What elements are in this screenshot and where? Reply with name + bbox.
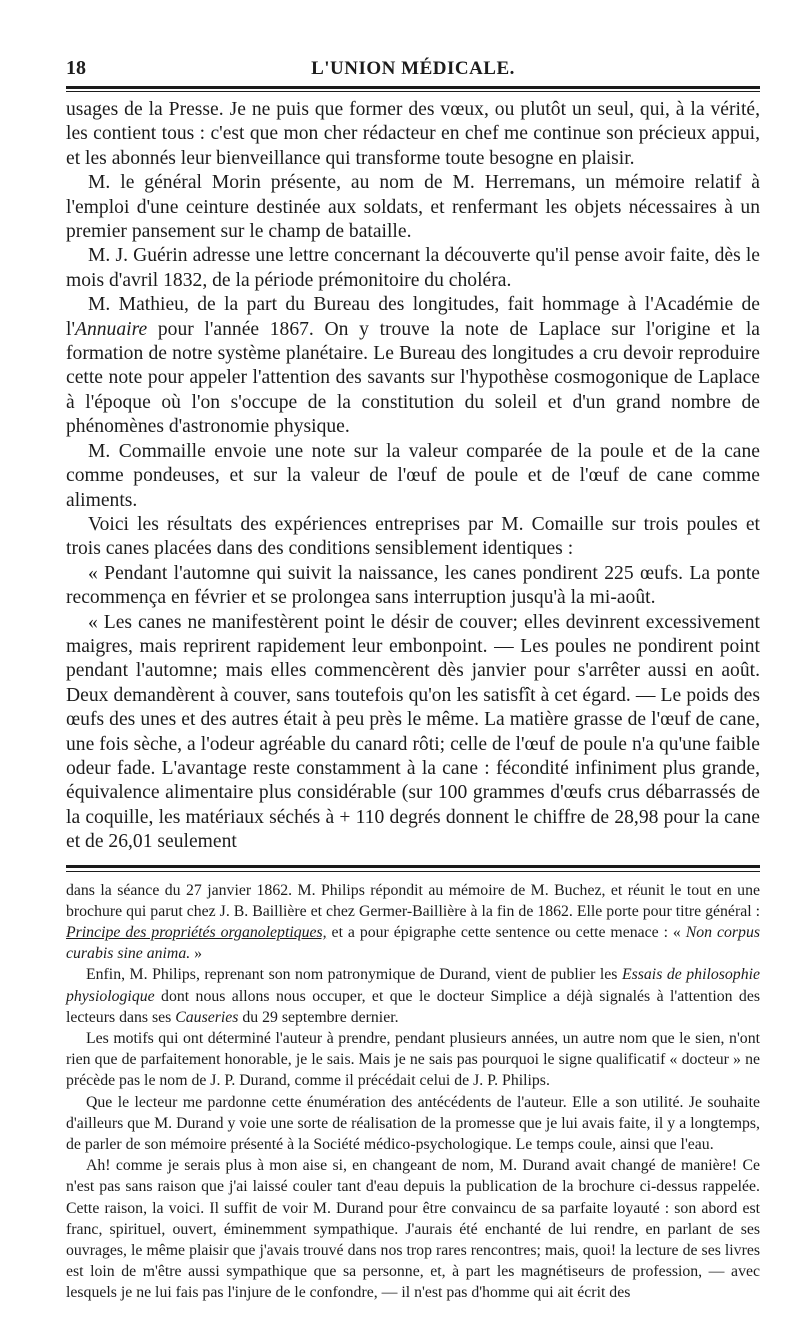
paragraph-guerin: M. J. Guérin adresse une lettre concernant la découverte qu'il pense avoir faite, dès le mois d'avril 1832, de la période prémonitoire du choléra.: [66, 245, 760, 291]
text-segment: »: [190, 945, 203, 963]
paragraph-mathieu: [66, 293, 760, 439]
feuilleton-paragraph-4: Que le lecteur me pardonne cette énumération des antécédents de l'auteur. Elle a son utilité. Je souhaite d'ailleurs que M. Durand y voie une sorte de réalisation de la promesse que je lui avais faite, il y a longtemps, de parler de son mémoire présenté à la Société médico-psychologique. Le temps coule, ainsi que l'eau.: [66, 1093, 760, 1154]
main-column: [66, 98, 760, 855]
brochure-title: Principe des propriétés organoleptiques,: [66, 924, 327, 941]
causeries-title: Causeries: [175, 1008, 239, 1026]
paragraph-presse: usages de la Presse. Je ne puis que former des vœux, ou plutôt un seul, qui, à la vérité, les contient tous : c'est que mon cher rédacteur en chef me continue son précieux appui, et les abonnés leur bienveillance qui transforme toute besogne en plaisir.: [66, 99, 760, 169]
annuaire-title: Annuaire: [74, 318, 148, 340]
feuilleton-divider: [66, 865, 760, 872]
text-segment: et a pour épigraphe cette sentence ou cette menace : «: [326, 924, 686, 941]
paragraph-quote-automne: « Pendant l'automne qui suivit la naissance, les canes pondirent 225 œufs. La ponte recommença en février et se prolongea sans interruption jusqu'à la mi-août.: [66, 562, 760, 609]
feuilleton-paragraph-5: Ah! comme je serais plus à mon aise si, en changeant de nom, M. Durand avait changé de manière! Ce n'est pas sans raison que j'ai laissé couler tant d'eau depuis la publication de la brochure ci-dessus rappelée. Cette raison, la voici. Il suffit de voir M. Durand pour être convaincu de sa parfaite loyauté : son abord est franc, spirituel, ouvert, éminemment sympathique. J'aurais été enchanté de lui rendre, en parlant de ses ouvrages, le même plaisir que j'avais trouvé dans nos trop rares rencontres; mais, quoi! la lecture de ses livres est loin de m'être aussi sympathique que sa personne, et, à part les magnétiseurs de profession, — avec lesquels je ne lui fais pas l'injure de le confondre, — il n'est pas d'homme qui ait écrit des: [66, 1157, 760, 1302]
text-segment: M. Mathieu, de la part du Bureau des longitudes, fait hommage à l'Académie de l': [66, 294, 760, 340]
page-header: [66, 46, 760, 89]
text-segment: dont nous allons nous occuper, et que le docteur Simplice a déjà signalés à l'attention des lecteurs dans ses: [66, 987, 760, 1026]
paragraph-quote-canes: « Les canes ne manifestèrent point le désir de couver; elles devinrent excessivement maigres, mais reprirent rapidement leur embonpoint. — Les poules ne pondirent point pendant l'automne; mais elles commencèrent dès janvier pour s'arrêter aussi en août. Deux demandèrent à couver, sans toutefois qu'on les satisfît à cet égard. — Le poids des œufs des unes et des autres était à peu près le même. La matière grasse de l'œuf de cane, une fois sèche, a l'odeur agréable du canard rôti; celle de l'œuf de poule n'a qu'une faible odeur fade. L'avantage reste constamment à la cane : fécondité infiniment plus grande, équivalence alimentaire plus considérable (sur 100 grammes d'œufs crus débarrassés de la coquille, les matériaux séchés à + 110 degrés donnent le chiffre de 28,98 pour la cane et de 26,01 seulement: [66, 611, 760, 853]
page-number: 18: [66, 57, 86, 79]
text-segment: du 29 septembre dernier.: [238, 1008, 399, 1026]
text-segment: pour l'année 1867. On y trouve la note de Laplace sur l'origine et la formation de notre système planétaire. Le Bureau des longitudes a cru devoir reproduire cette note pour appeler l'attention des savants sur l'hypothèse cosmogonique de Laplace à l'époque où l'on s'occupe de la constitution du soleil et d'un grand nombre de phénomènes d'astronomie physique.: [66, 318, 760, 438]
text-segment: Enfin, M. Philips, reprenant son nom patronymique de Durand, vient de publier les: [86, 966, 622, 984]
feuilleton-paragraph-3: Les motifs qui ont déterminé l'auteur à prendre, pendant plusieurs années, un autre nom que le sien, n'ont rien que de parfaitement honorable, je le sais. Mais je ne sais pas pourquoi le signe qualificatif « docteur » ne précède pas le nom de J. P. Durand, comme il précédait celui de J. P. Philips.: [66, 1030, 760, 1090]
header-rule: [66, 91, 760, 92]
paragraph-resultats: Voici les résultats des expériences entreprises par M. Comaille sur trois poules et trois canes placées dans des conditions sensiblement identiques :: [66, 513, 760, 560]
paragraph-commaille: M. Commaille envoie une note sur la valeur comparée de la poule et de la cane comme pondeuses, et sur la valeur de l'œuf de poule et de l'œuf de cane comme aliments.: [66, 440, 760, 511]
paragraph-morin: M. le général Morin présente, au nom de M. Herremans, un mémoire relatif à l'emploi d'une ceinture destinée aux soldats, et renfermant les objets nécessaires à un premier pansement sur le champ de bataille.: [66, 172, 760, 243]
running-title: L'UNION MÉDICALE.: [311, 58, 515, 79]
epigraph: Non corpus curabis sine anima.: [66, 924, 760, 963]
feuilleton-paragraph-2: [66, 964, 760, 1028]
feuilleton-paragraph-1: [66, 880, 760, 965]
feuilleton-column: [66, 880, 760, 1304]
text-segment: dans la séance du 27 janvier 1862. M. Philips répondit au mémoire de M. Buchez, et réunit le tout en une brochure qui parut chez J. B. Baillière et chez Germer-Baillière à la fin de 1862. Elle porte pour titre général :: [66, 881, 760, 920]
essais-title: Essais de philosophie physiologique: [66, 966, 760, 1005]
